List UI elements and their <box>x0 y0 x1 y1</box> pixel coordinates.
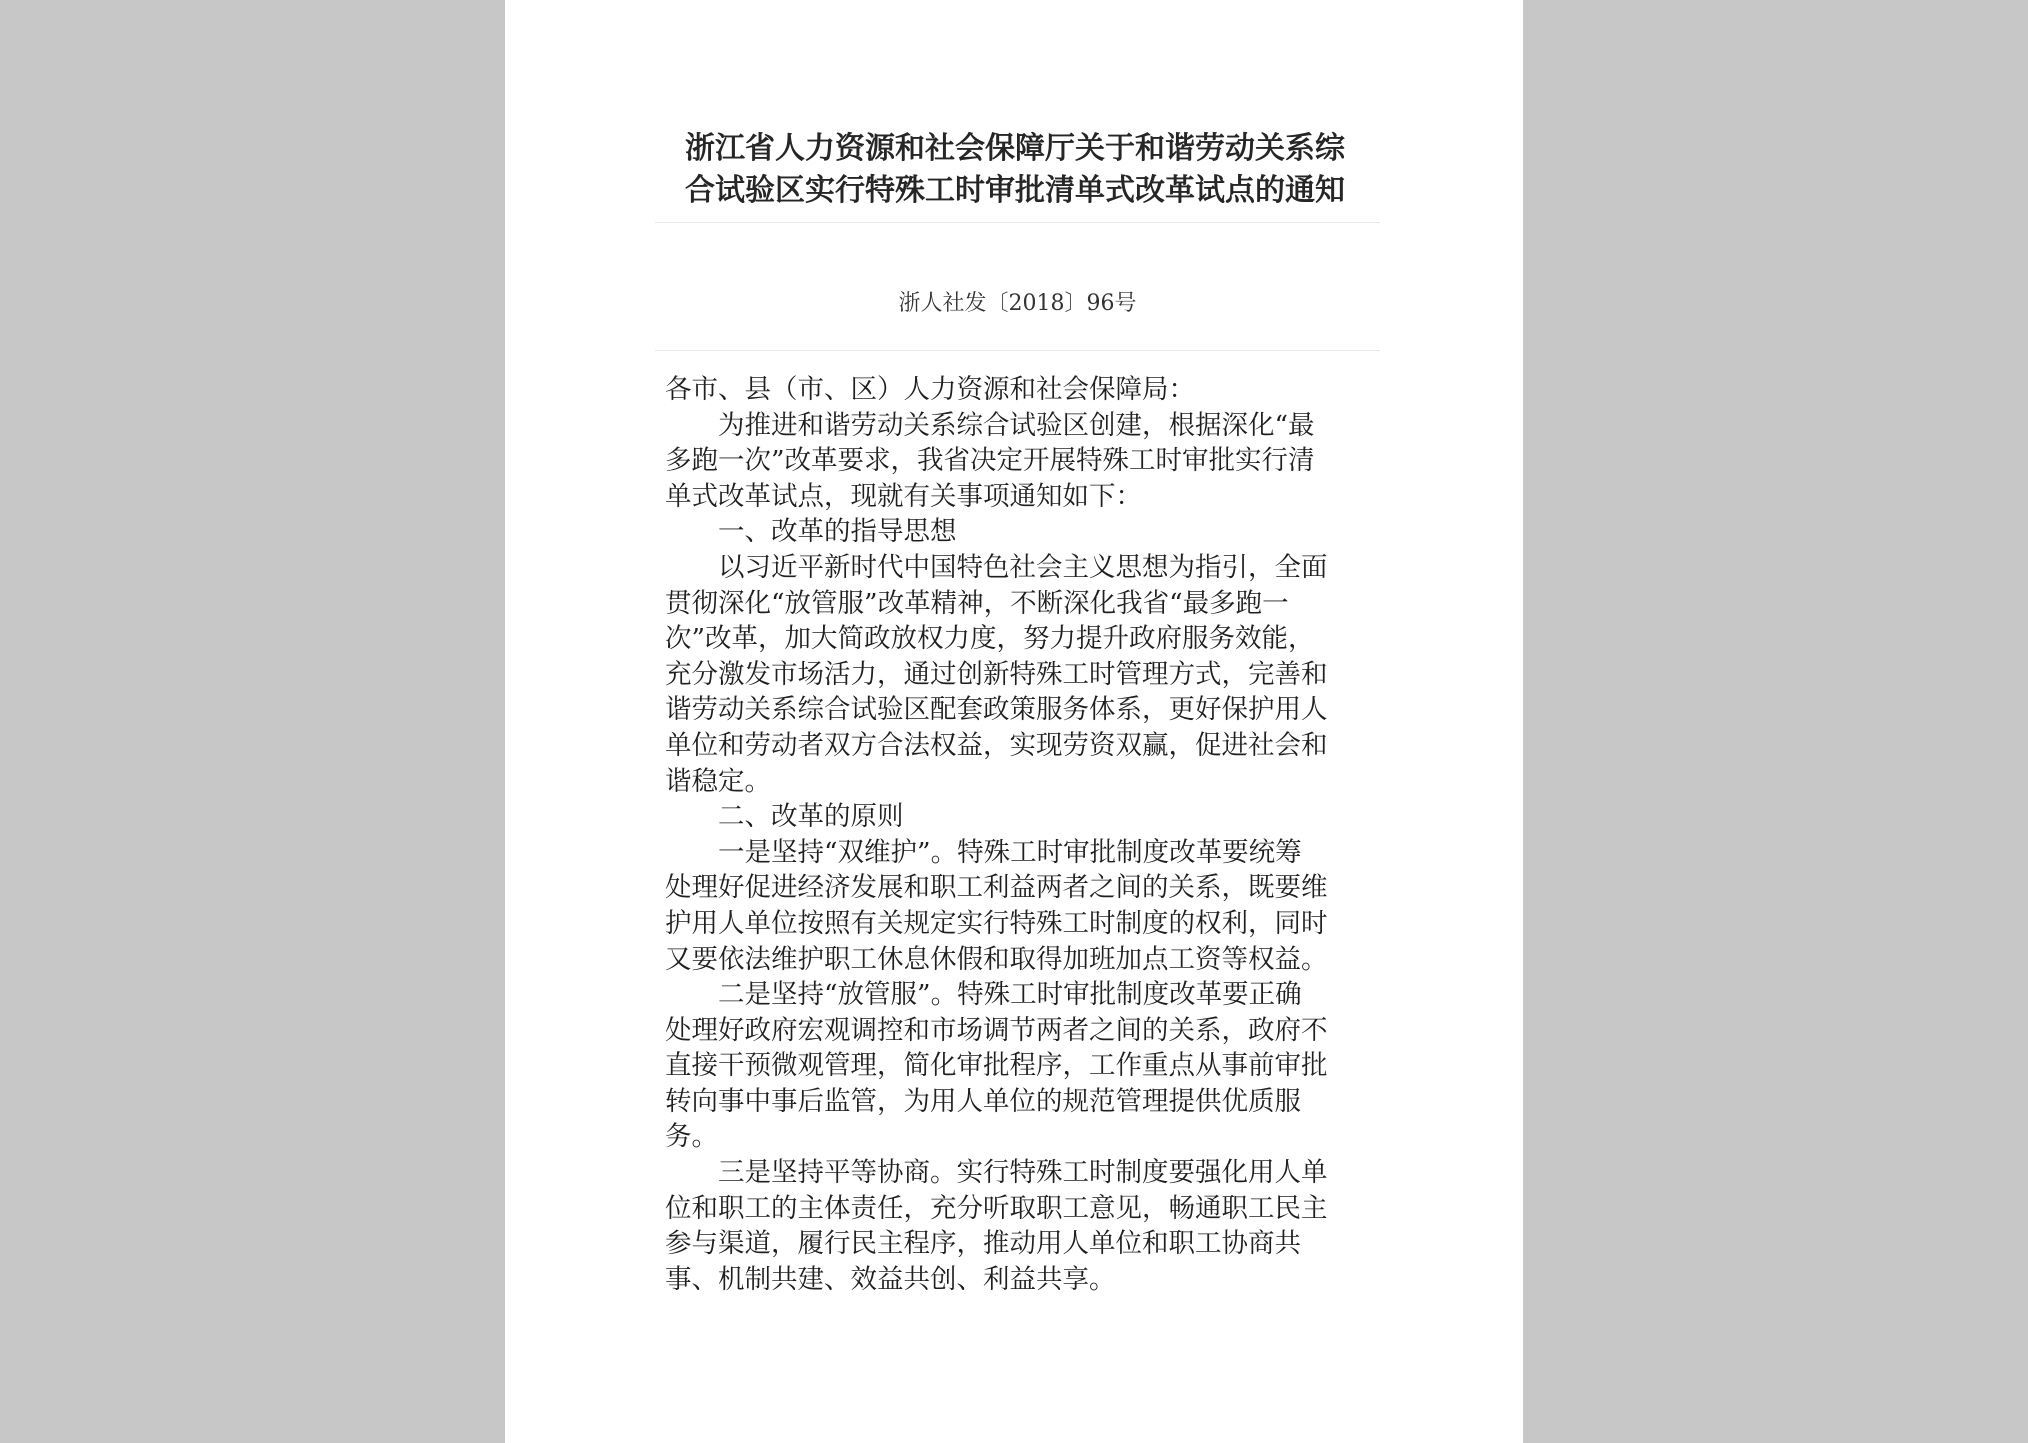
body-line: 谐稳定。 <box>665 765 771 797</box>
document-page <box>505 0 1523 1443</box>
body-line: 二、改革的原则 <box>718 801 904 833</box>
body-line: 三是坚持平等协商。实行特殊工时制度要强化用人单 <box>718 1157 1328 1189</box>
body-line: 护用人单位按照有关规定实行特殊工时制度的权利，同时 <box>665 907 1328 939</box>
document-title <box>655 128 1375 212</box>
body-line: 次”改革，加大简政放权力度，努力提升政府服务效能， <box>665 623 1315 655</box>
body-line: 一是坚持“双维护”。特殊工时审批制度改革要统筹 <box>718 836 1302 868</box>
body-line: 处理好促进经济发展和职工利益两者之间的关系，既要维 <box>665 872 1328 904</box>
body-line: 直接干预微观管理，简化审批程序，工作重点从事前审批 <box>665 1050 1328 1082</box>
body-line: 单式改革试点，现就有关事项通知如下： <box>665 480 1142 512</box>
title-line: 合试验区实行特殊工时审批清单式改革试点的通知 <box>685 173 1345 208</box>
body-line: 转向事中事后监管，为用人单位的规范管理提供优质服 <box>665 1085 1301 1117</box>
document-number: 浙人社发〔2018〕96号 <box>898 291 1137 316</box>
body-line: 参与渠道，履行民主程序，推动用人单位和职工协商共 <box>665 1228 1301 1260</box>
body-line: 充分激发市场活力，通过创新特殊工时管理方式，完善和 <box>665 658 1328 690</box>
body-line: 各市、县（市、区）人力资源和社会保障局： <box>665 374 1195 405</box>
title-line: 浙江省人力资源和社会保障厅关于和谐劳动关系综 <box>685 131 1345 166</box>
title-divider <box>655 222 1380 223</box>
body-line: 处理好政府宏观调控和市场调节两者之间的关系，政府不 <box>665 1014 1328 1046</box>
body-line: 多跑一次”改革要求，我省决定开展特殊工时审批实行清 <box>665 445 1315 477</box>
body-line: 以习近平新时代中国特色社会主义思想为指引，全面 <box>718 551 1328 583</box>
document-body <box>665 372 1365 1297</box>
body-line: 务。 <box>665 1121 718 1153</box>
body-line: 事、机制共建、效益共创、利益共享。 <box>665 1263 1116 1295</box>
doc-number-divider <box>655 350 1380 351</box>
body-line: 为推进和谐劳动关系综合试验区创建，根据深化“最 <box>718 409 1315 441</box>
body-line: 一、改革的指导思想 <box>718 516 957 548</box>
body-line: 位和职工的主体责任，充分听取职工意见，畅通职工民主 <box>665 1192 1328 1224</box>
body-line: 二是坚持“放管服”。特殊工时审批制度改革要正确 <box>718 979 1302 1011</box>
body-line: 单位和劳动者双方合法权益，实现劳资双赢，促进社会和 <box>665 729 1328 761</box>
body-line: 谐劳动关系综合试验区配套政策服务体系，更好保护用人 <box>665 694 1328 726</box>
body-line: 又要依法维护职工休息休假和取得加班加点工资等权益。 <box>665 943 1328 975</box>
body-line: 贯彻深化“放管服”改革精神，不断深化我省“最多跑一 <box>665 587 1289 619</box>
